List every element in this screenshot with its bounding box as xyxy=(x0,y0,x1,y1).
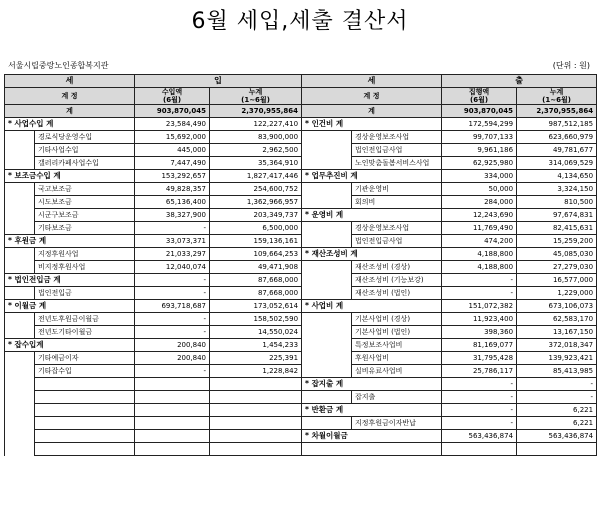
income-month-amount: 445,000 xyxy=(135,144,210,157)
header-section-row xyxy=(5,75,597,88)
income-cumulative-amount: 225,391 xyxy=(210,352,302,365)
expense-category-label: * 차월이월금 xyxy=(302,430,442,443)
table-row xyxy=(5,365,597,378)
income-month-amount: 200,840 xyxy=(135,352,210,365)
expense-cumulative-amount: - xyxy=(517,391,597,404)
income-subitem-label: 경로식당운영수입 xyxy=(35,131,135,144)
income-category-label: * 잡수입계 xyxy=(5,339,135,352)
table-row xyxy=(5,378,597,391)
expense-cumulative-header-text: 누계 (1~6월) xyxy=(542,88,571,104)
table-row xyxy=(5,313,597,326)
income-cumulative-amount: 203,349,737 xyxy=(210,209,302,222)
income-cumulative-amount: 87,668,000 xyxy=(210,287,302,300)
expense-subitem-label: 기본사업비 (경상) xyxy=(352,313,442,326)
income-subitem-label xyxy=(35,443,135,456)
income-indent-cell xyxy=(5,131,35,144)
income-month-amount: - xyxy=(135,274,210,287)
expense-category-label: * 재산조성비 계 xyxy=(302,248,442,261)
table-row xyxy=(5,261,597,274)
income-indent-cell xyxy=(5,365,35,378)
income-month-amount: - xyxy=(135,365,210,378)
income-indent-cell xyxy=(5,248,35,261)
income-subitem-label: 기타사업수입 xyxy=(35,144,135,157)
income-cumulative-amount xyxy=(210,378,302,391)
expense-month-amount: 151,072,382 xyxy=(442,300,517,313)
expense-subitem-label: 실비유료사업비 xyxy=(352,365,442,378)
expense-total-month: 903,870,045 xyxy=(442,105,517,118)
organization-name: 서울시립중랑노인종합복지관 xyxy=(8,61,109,70)
expense-cumulative-amount: 139,923,421 xyxy=(517,352,597,365)
income-subitem-label: 지정후원사업 xyxy=(35,248,135,261)
expense-cumulative-amount: 372,018,347 xyxy=(517,339,597,352)
income-month-amount: 7,447,490 xyxy=(135,157,210,170)
table-row xyxy=(5,183,597,196)
income-indent-cell xyxy=(5,313,35,326)
income-subitem-label xyxy=(35,391,135,404)
expense-month-amount: 4,188,800 xyxy=(442,248,517,261)
income-month-amount: 23,584,490 xyxy=(135,118,210,131)
expense-indent-cell xyxy=(302,261,352,274)
income-subitem-label xyxy=(35,430,135,443)
table-row xyxy=(5,326,597,339)
table-row xyxy=(5,274,597,287)
expense-cumulative-amount: 673,106,073 xyxy=(517,300,597,313)
income-cumulative-amount: 158,502,590 xyxy=(210,313,302,326)
income-month-amount xyxy=(135,391,210,404)
expense-total-cumulative: 2,370,955,864 xyxy=(517,105,597,118)
income-category-label: * 사업수입 계 xyxy=(5,118,135,131)
expense-subitem-label: 경상운영보조사업 xyxy=(352,131,442,144)
income-month-amount: 49,828,357 xyxy=(135,183,210,196)
expense-category-label: * 인건비 계 xyxy=(302,118,442,131)
expense-empty-cell xyxy=(302,443,442,456)
expense-subitem-label: 잡지출 xyxy=(352,391,442,404)
income-subitem-label: 국고보조금 xyxy=(35,183,135,196)
income-amount-header-text: 수입액 (6월) xyxy=(161,88,183,104)
expense-month-amount: 172,594,299 xyxy=(442,118,517,131)
expense-indent-cell xyxy=(302,417,352,430)
expense-subitem-label: 기관운영비 xyxy=(352,183,442,196)
expense-month-amount: 4,188,800 xyxy=(442,261,517,274)
expense-month-amount: 398,360 xyxy=(442,326,517,339)
table-row xyxy=(5,443,597,456)
expense-month-amount: 563,436,874 xyxy=(442,430,517,443)
expense-indent-cell xyxy=(302,339,352,352)
income-cumulative-amount xyxy=(210,417,302,430)
income-cumulative-amount xyxy=(210,443,302,456)
income-month-amount xyxy=(135,430,210,443)
expense-cumulative-amount: 13,167,150 xyxy=(517,326,597,339)
income-month-amount: 153,292,657 xyxy=(135,170,210,183)
expense-total-label: 계 xyxy=(302,105,442,118)
expense-cumulative-amount: 15,259,200 xyxy=(517,235,597,248)
income-cumulative-amount xyxy=(210,404,302,417)
income-cumulative-amount: 6,500,000 xyxy=(210,222,302,235)
income-month-amount xyxy=(135,378,210,391)
expense-cumulative-amount: 1,229,000 xyxy=(517,287,597,300)
expense-indent-cell xyxy=(302,157,352,170)
income-header-right: 입 xyxy=(135,75,302,88)
expense-cumulative-amount: 97,674,831 xyxy=(517,209,597,222)
expense-subitem-label: 후원사업비 xyxy=(352,352,442,365)
income-indent-cell xyxy=(5,287,35,300)
unit-label: (단위 : 원) xyxy=(552,61,590,70)
expense-indent-cell xyxy=(302,183,352,196)
header-column-row xyxy=(5,88,597,105)
expense-amount-header-text: 집행액 (6월) xyxy=(468,88,490,104)
expense-cumulative-amount: 987,512,185 xyxy=(517,118,597,131)
expense-month-amount: 50,000 xyxy=(442,183,517,196)
expense-indent-cell xyxy=(302,287,352,300)
table-row xyxy=(5,157,597,170)
expense-category-label: * 반환금 계 xyxy=(302,404,442,417)
income-subitem-label xyxy=(35,378,135,391)
income-indent-cell xyxy=(5,391,35,404)
income-subitem-label: 기타잡수입 xyxy=(35,365,135,378)
table-row xyxy=(5,417,597,430)
expense-month-amount: 25,786,117 xyxy=(442,365,517,378)
expense-category-label: * 운영비 계 xyxy=(302,209,442,222)
income-cumulative-amount: 49,471,908 xyxy=(210,261,302,274)
expense-cumulative-amount: 49,781,677 xyxy=(517,144,597,157)
income-month-amount: 33,073,371 xyxy=(135,235,210,248)
expense-cumulative-amount: 4,134,650 xyxy=(517,170,597,183)
expense-cumulative-amount: 563,436,874 xyxy=(517,430,597,443)
expense-subitem-label: 노인맞춤돌봄서비스사업 xyxy=(352,157,442,170)
income-cumulative-amount: 83,900,000 xyxy=(210,131,302,144)
expense-month-amount: - xyxy=(442,391,517,404)
income-subitem-label: 시군구보조금 xyxy=(35,209,135,222)
income-indent-cell xyxy=(5,443,35,456)
expense-subitem-label: 지정후원금이자반납 xyxy=(352,417,442,430)
expense-indent-cell xyxy=(302,144,352,157)
expense-cumulative-amount: 85,413,985 xyxy=(517,365,597,378)
income-cumulative-amount: 1,228,842 xyxy=(210,365,302,378)
income-subitem-label: 시도보조금 xyxy=(35,196,135,209)
table-row xyxy=(5,352,597,365)
expense-month-amount: - xyxy=(442,274,517,287)
income-cumulative-amount xyxy=(210,430,302,443)
income-item-header: 계 정 xyxy=(5,88,135,105)
income-cumulative-amount: 2,962,500 xyxy=(210,144,302,157)
expense-month-amount: 334,000 xyxy=(442,170,517,183)
income-month-amount: - xyxy=(135,326,210,339)
expense-indent-cell xyxy=(302,131,352,144)
income-indent-cell xyxy=(5,326,35,339)
income-month-amount: - xyxy=(135,222,210,235)
table-row xyxy=(5,144,597,157)
table-row xyxy=(5,300,597,313)
income-cumulative-amount: 254,600,752 xyxy=(210,183,302,196)
expense-header-right: 출 xyxy=(442,75,597,88)
expense-cumulative-amount: 623,660,979 xyxy=(517,131,597,144)
income-subitem-label: 갤러리카페사업수입 xyxy=(35,157,135,170)
expense-month-amount: 474,200 xyxy=(442,235,517,248)
income-indent-cell xyxy=(5,183,35,196)
table-row xyxy=(5,248,597,261)
table-row xyxy=(5,131,597,144)
expense-subitem-label: 재산조성비 (경상) xyxy=(352,261,442,274)
expense-cumulative-amount: 6,221 xyxy=(517,404,597,417)
income-indent-cell xyxy=(5,222,35,235)
expense-category-label: * 잡지출 계 xyxy=(302,378,442,391)
expense-subitem-label: 법인전입금사업 xyxy=(352,235,442,248)
expense-item-header: 계 정 xyxy=(302,88,442,105)
expense-month-amount: 11,769,490 xyxy=(442,222,517,235)
income-month-amount: 65,136,400 xyxy=(135,196,210,209)
expense-month-amount: 99,707,133 xyxy=(442,131,517,144)
expense-indent-cell xyxy=(302,365,352,378)
expense-month-amount: 284,000 xyxy=(442,196,517,209)
expense-cumulative-amount: 45,085,030 xyxy=(517,248,597,261)
income-cumulative-amount: 159,136,161 xyxy=(210,235,302,248)
income-month-amount: 21,033,297 xyxy=(135,248,210,261)
income-cumulative-amount: 109,664,253 xyxy=(210,248,302,261)
expense-indent-cell xyxy=(302,274,352,287)
income-category-label: * 보조금수입 계 xyxy=(5,170,135,183)
income-subitem-label xyxy=(35,404,135,417)
expense-month-amount: - xyxy=(442,287,517,300)
income-month-amount: 693,718,687 xyxy=(135,300,210,313)
income-total-label: 계 xyxy=(5,105,135,118)
expense-month-amount: 12,243,690 xyxy=(442,209,517,222)
table-row xyxy=(5,118,597,131)
income-cumulative-amount: 122,227,410 xyxy=(210,118,302,131)
income-header-left: 세 xyxy=(5,75,135,88)
table-row xyxy=(5,404,597,417)
expense-subitem-label: 회의비 xyxy=(352,196,442,209)
income-month-amount xyxy=(135,404,210,417)
expense-cumulative-amount: 810,500 xyxy=(517,196,597,209)
expense-subitem-label: 기본사업비 (법인) xyxy=(352,326,442,339)
table-row xyxy=(5,430,597,443)
income-subitem-label: 기타예금이자 xyxy=(35,352,135,365)
table-row xyxy=(5,339,597,352)
table-row xyxy=(5,222,597,235)
income-cumulative-amount: 35,364,910 xyxy=(210,157,302,170)
table-row xyxy=(5,235,597,248)
expense-month-amount: 11,923,400 xyxy=(442,313,517,326)
expense-cumulative-amount: 3,324,150 xyxy=(517,183,597,196)
expense-month-amount: - xyxy=(442,417,517,430)
income-cumulative-amount: 173,052,614 xyxy=(210,300,302,313)
income-indent-cell xyxy=(5,430,35,443)
expense-cumulative-amount: - xyxy=(517,378,597,391)
expense-empty-cell xyxy=(517,443,597,456)
expense-month-amount: - xyxy=(442,404,517,417)
expense-cumulative-amount: 16,577,000 xyxy=(517,274,597,287)
income-indent-cell xyxy=(5,417,35,430)
expense-cumulative-amount: 27,279,030 xyxy=(517,261,597,274)
expense-month-amount: 9,961,186 xyxy=(442,144,517,157)
total-row xyxy=(5,105,597,118)
income-month-amount: 15,692,000 xyxy=(135,131,210,144)
table-row xyxy=(5,196,597,209)
expense-header-left: 세 xyxy=(302,75,442,88)
income-cumulative-amount: 14,550,024 xyxy=(210,326,302,339)
income-cumulative-amount: 87,668,000 xyxy=(210,274,302,287)
income-total-month: 903,870,045 xyxy=(135,105,210,118)
expense-indent-cell xyxy=(302,391,352,404)
income-month-amount: - xyxy=(135,313,210,326)
expense-cumulative-amount: 6,221 xyxy=(517,417,597,430)
income-cumulative-header xyxy=(210,88,302,105)
expense-amount-header xyxy=(442,88,517,105)
income-total-cumulative: 2,370,955,864 xyxy=(210,105,302,118)
expense-empty-cell xyxy=(442,443,517,456)
income-cumulative-amount: 1,454,233 xyxy=(210,339,302,352)
expense-month-amount: 31,795,428 xyxy=(442,352,517,365)
table-row xyxy=(5,391,597,404)
income-month-amount xyxy=(135,417,210,430)
income-subitem-label: 비지정후원사업 xyxy=(35,261,135,274)
income-category-label: * 후원금 계 xyxy=(5,235,135,248)
expense-indent-cell xyxy=(302,222,352,235)
settlement-table xyxy=(4,74,597,456)
income-indent-cell xyxy=(5,157,35,170)
income-indent-cell xyxy=(5,196,35,209)
income-month-amount: 200,840 xyxy=(135,339,210,352)
expense-subitem-label: 재산조성비 (법인) xyxy=(352,287,442,300)
income-category-label: * 법인전입금 계 xyxy=(5,274,135,287)
expense-indent-cell xyxy=(302,235,352,248)
expense-indent-cell xyxy=(302,326,352,339)
income-cumulative-amount: 1,827,417,446 xyxy=(210,170,302,183)
expense-subitem-label: 재산조성비 (기능보강) xyxy=(352,274,442,287)
page-title: 6월 세입,세출 결산서 xyxy=(191,9,409,34)
expense-indent-cell xyxy=(302,313,352,326)
income-subitem-label xyxy=(35,417,135,430)
expense-indent-cell xyxy=(302,352,352,365)
expense-subitem-label: 법인전입금사업 xyxy=(352,144,442,157)
expense-cumulative-amount: 82,415,631 xyxy=(517,222,597,235)
income-month-amount: 12,040,074 xyxy=(135,261,210,274)
income-subitem-label: 전년도후원금이월금 xyxy=(35,313,135,326)
income-indent-cell xyxy=(5,209,35,222)
income-subitem-label: 전년도기타이월금 xyxy=(35,326,135,339)
income-cumulative-amount xyxy=(210,391,302,404)
expense-indent-cell xyxy=(302,196,352,209)
income-indent-cell xyxy=(5,378,35,391)
expense-category-label: * 업무추진비 계 xyxy=(302,170,442,183)
income-month-amount: - xyxy=(135,287,210,300)
income-indent-cell xyxy=(5,144,35,157)
expense-subitem-label: 경상운영보조사업 xyxy=(352,222,442,235)
income-indent-cell xyxy=(5,404,35,417)
expense-cumulative-header xyxy=(517,88,597,105)
income-cumulative-header-text: 누계 (1~6월) xyxy=(241,88,270,104)
income-cumulative-amount: 1,362,966,957 xyxy=(210,196,302,209)
income-indent-cell xyxy=(5,261,35,274)
expense-month-amount: 62,925,980 xyxy=(442,157,517,170)
table-row xyxy=(5,287,597,300)
expense-cumulative-amount: 62,583,170 xyxy=(517,313,597,326)
expense-category-label: * 사업비 계 xyxy=(302,300,442,313)
expense-cumulative-amount: 314,069,529 xyxy=(517,157,597,170)
income-amount-header xyxy=(135,88,210,105)
table-row xyxy=(5,209,597,222)
expense-month-amount: 81,169,077 xyxy=(442,339,517,352)
expense-month-amount: - xyxy=(442,378,517,391)
income-month-amount xyxy=(135,443,210,456)
expense-subitem-label: 특정보조사업비 xyxy=(352,339,442,352)
table-row xyxy=(5,170,597,183)
income-subitem-label: 기타보조금 xyxy=(35,222,135,235)
income-subitem-label: 법인전입금 xyxy=(35,287,135,300)
income-indent-cell xyxy=(5,352,35,365)
income-category-label: * 이월금 계 xyxy=(5,300,135,313)
income-month-amount: 38,327,900 xyxy=(135,209,210,222)
